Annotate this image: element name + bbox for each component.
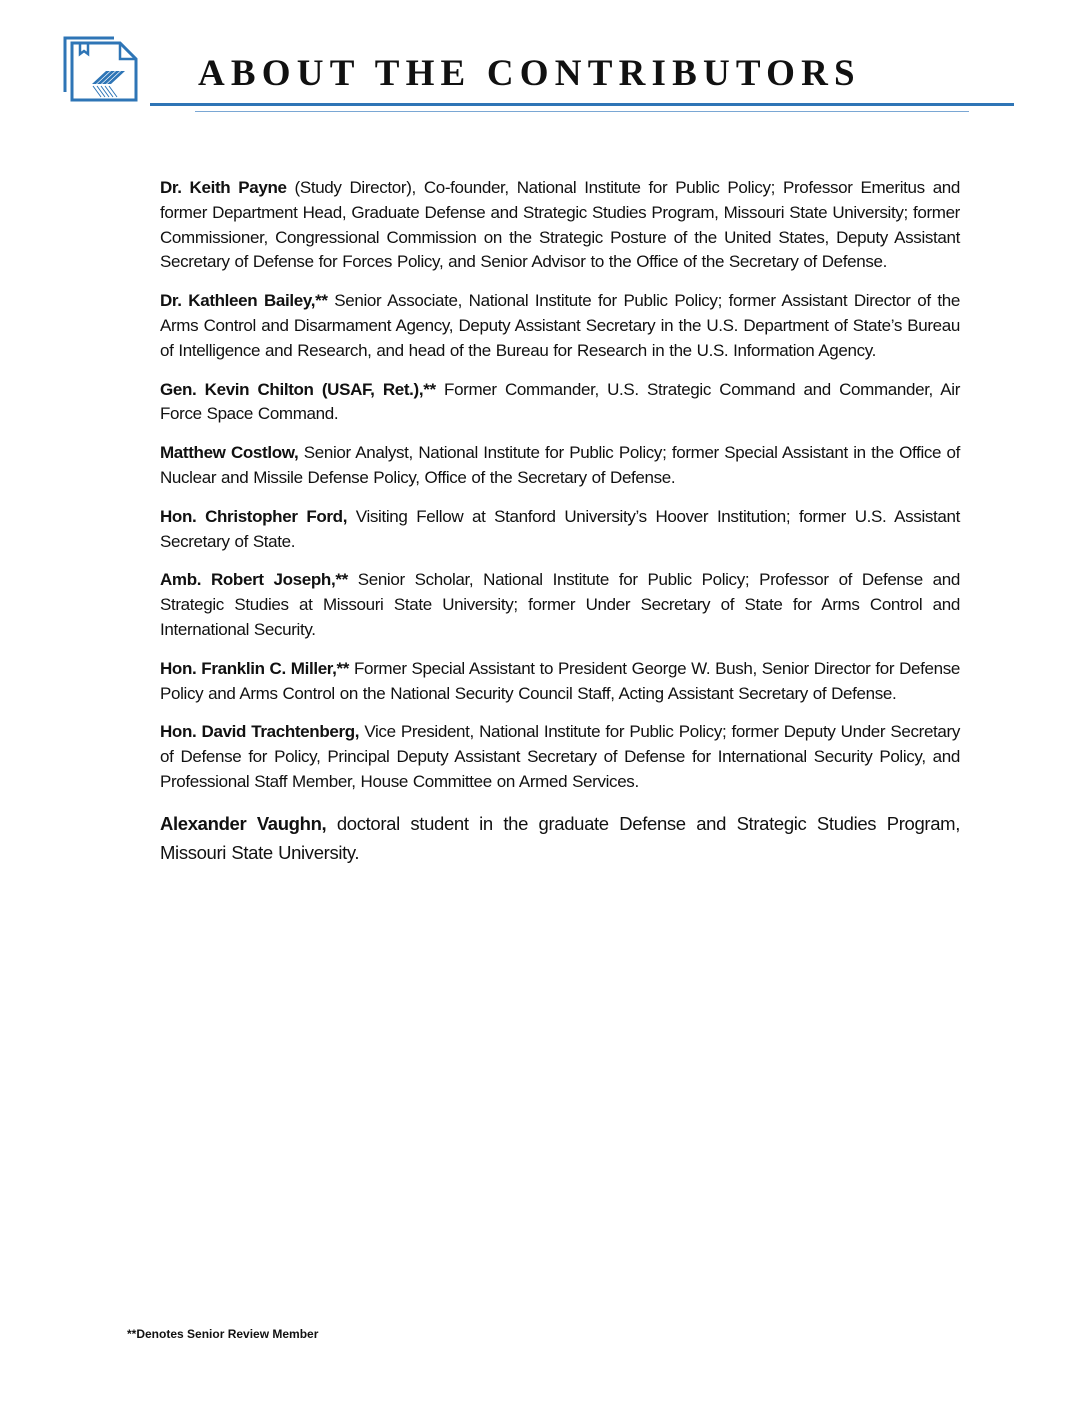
document-bookmark-logo-icon [62,34,146,106]
contributor-name: Dr. Kathleen Bailey,** [160,291,328,311]
header-rule-thin [195,111,969,112]
page-title: ABOUT THE CONTRIBUTORS [198,53,861,94]
contributor-bio: Senior Associate, National Institute for Public Policy; former Assistant Director of the Arms Control and Disarmament Agency, Deputy Assistant Secretary in the U.S. Department of State’s Bureau of Intelligence and Research, and head of the Bureau for Research in the U.S. Information Agency. [160,291,960,360]
contributor-entry [160,378,960,428]
contributor-bio: Senior Analyst, National Institute for Public Policy; former Special Assistant in the Office of Nuclear and Missile Defense Policy, Office of the Secretary of Defense. [160,443,961,487]
contributor-entry [160,441,960,491]
contributor-entry [160,568,960,642]
contributor-bio: Vice President, National Institute for Public Policy; former Deputy Under Secretary of Defense for Policy, Principal Deputy Assistant Secretary of Defense for International Security Policy, and Professional Staff Member, House Committee on Armed Services. [160,722,960,791]
contributor-bio: Former Special Assistant to President George W. Bush, Senior Director for Defense Policy and Arms Control on the National Security Council Staff, Acting Assistant Secretary of Defense. [160,658,960,703]
contributor-bio: Visiting Fellow at Stanford University’s Hoover Institution; former U.S. Assistant Secretary of State. [160,506,960,551]
contributors-list [160,176,960,881]
header-rule-thick [150,103,1014,106]
contributor-name: Hon. Franklin C. Miller,** [160,658,350,678]
contributor-entry [160,809,960,867]
contributor-name: Gen. Kevin Chilton (USAF, Ret.),** [160,379,436,399]
footnote: **Denotes Senior Review Member [127,1327,319,1341]
contributor-bio: Senior Scholar, National Institute for Public Policy; Professor of Defense and Strategic Studies at Missouri State University; former Under Secretary of State for Arms Control and International Security. [160,570,960,639]
contributor-entry [160,657,960,707]
contributor-name: Amb. Robert Joseph,** [160,570,348,590]
contributor-entry [160,720,960,794]
contributor-name: Dr. Keith Payne [160,178,287,197]
contributor-bio: doctoral student in the graduate Defense and Strategic Studies Program, Missouri State University. [160,812,960,863]
contributor-name: Hon. David Trachtenberg, [160,722,360,742]
contributor-entry [160,289,960,363]
contributor-bio: Former Commander, U.S. Strategic Command and Commander, Air Force Space Command. [160,379,961,424]
contributor-name: Hon. Christopher Ford, [160,506,348,526]
contributor-name: Alexander Vaughn, [160,812,327,834]
contributor-entry [160,505,960,555]
contributor-entry [160,176,960,275]
contributor-bio: (Study Director), Co-founder, National Institute for Public Policy; Professor Emeritus and former Department Head, Graduate Defense and Strategic Studies Program, Missouri State University; former Commissioner, Congressional Commission on the Strategic Posture of the United States, Deputy Assistant Secretary of Defense for Forces Policy, and Senior Advisor to the Office of the Secretary of Defense. [160,178,961,272]
contributor-name: Matthew Costlow, [160,443,299,463]
